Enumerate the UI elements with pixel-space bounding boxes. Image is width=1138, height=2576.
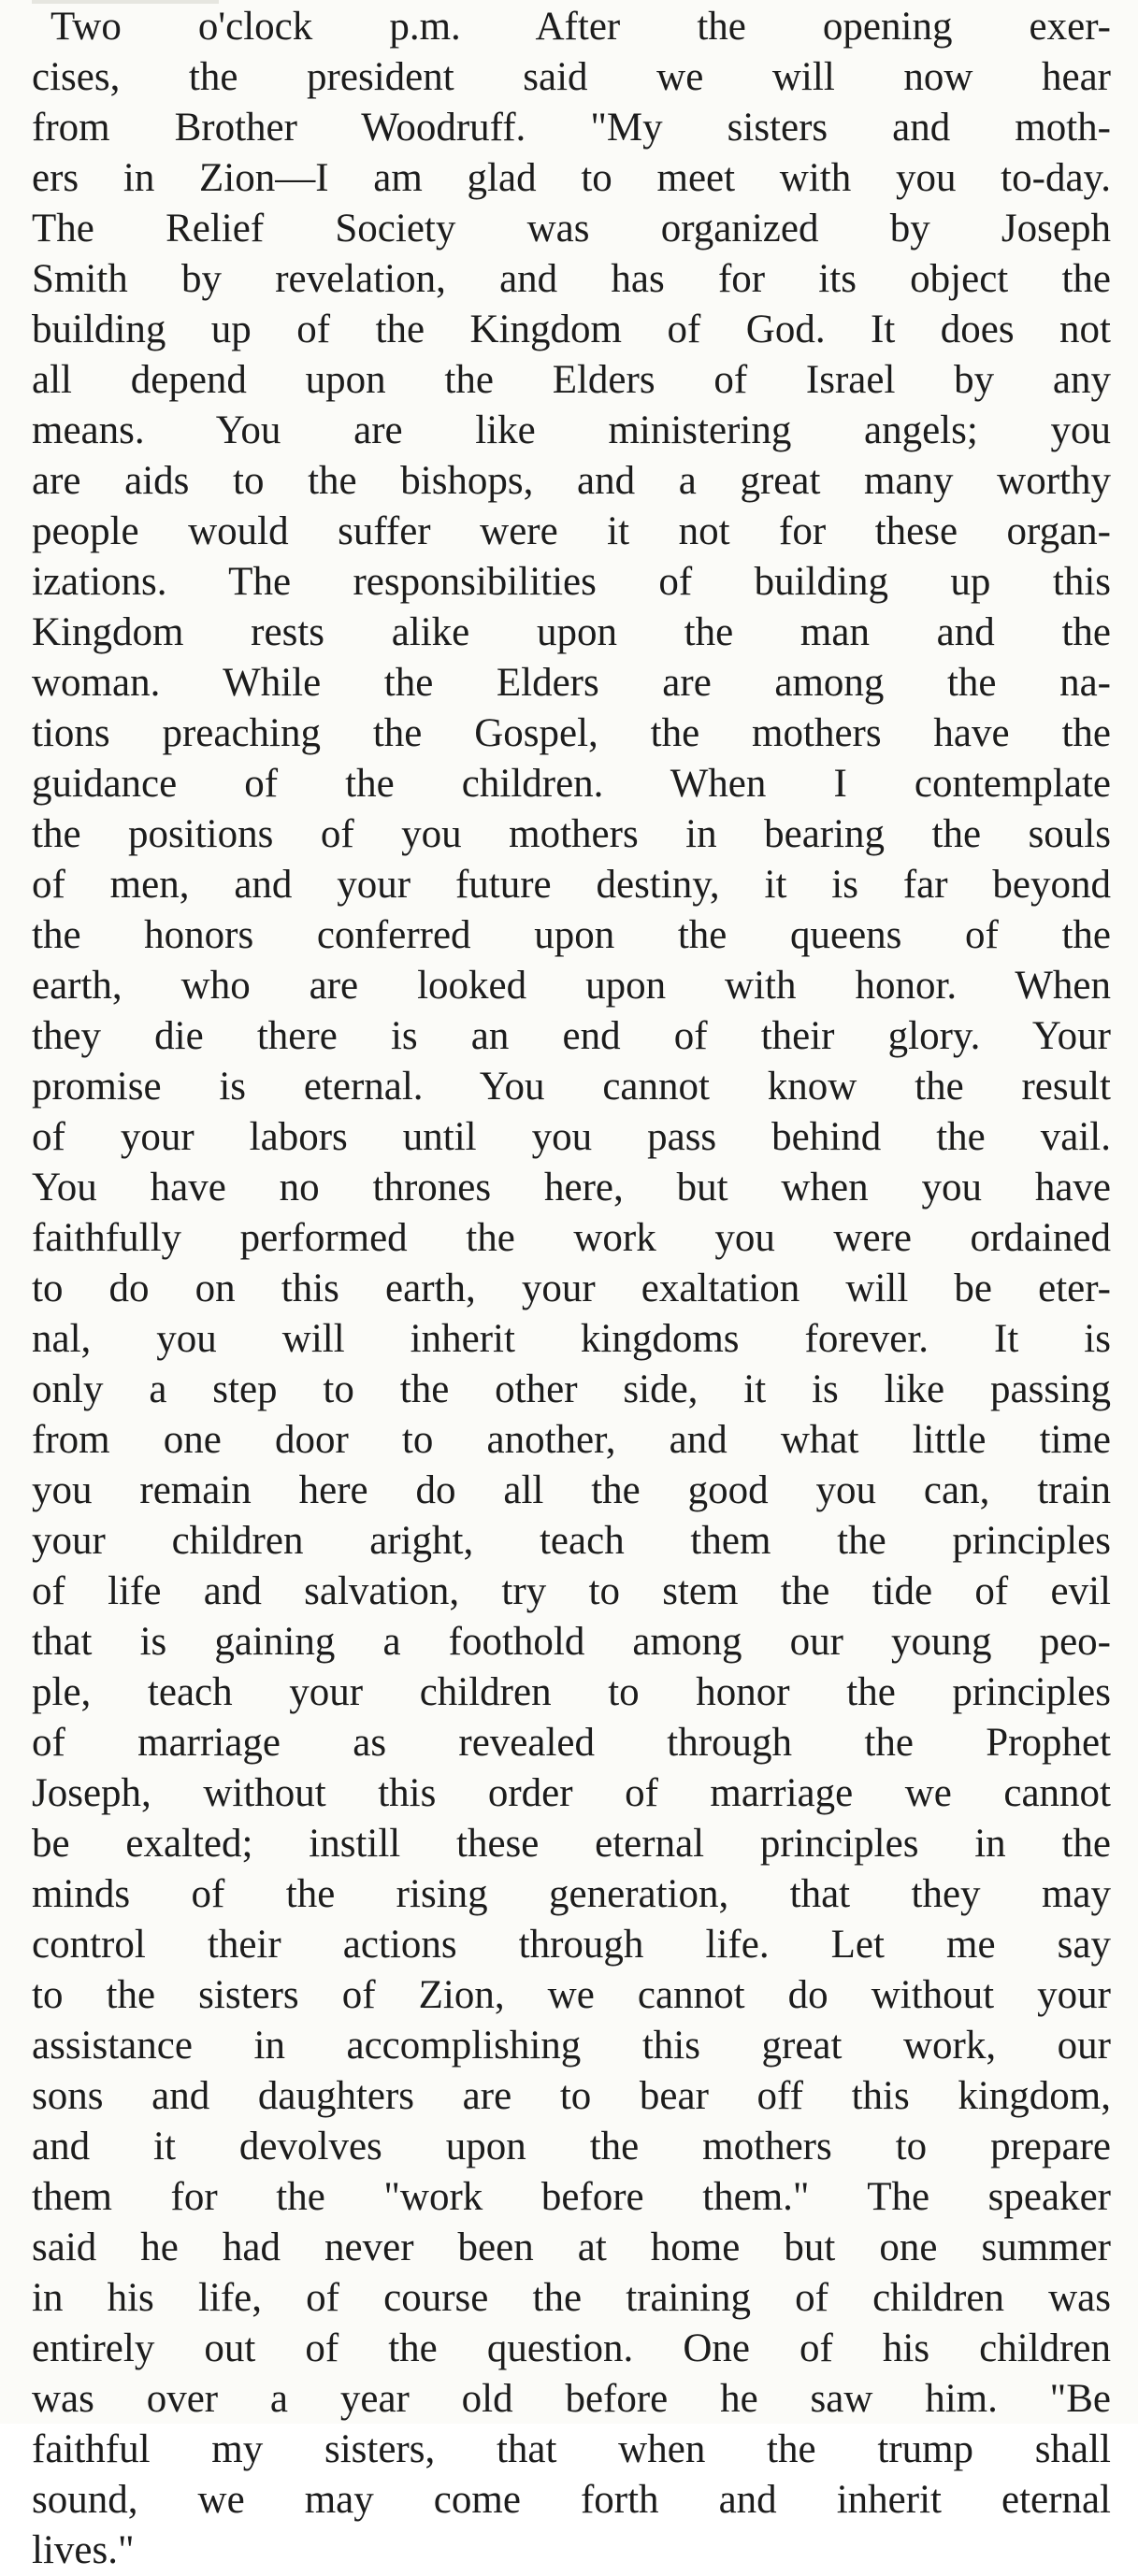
article-line: to do on this earth, your exaltation will be eter- [32, 1267, 1111, 1310]
article-line: earth, who are looked upon with honor. When [32, 964, 1111, 1008]
article-line: of life and salvation, try to stem the tide of evil [32, 1569, 1111, 1613]
article-line: the positions of you mothers in bearing the souls [32, 812, 1111, 856]
article-line: The Relief Society was organized by Joseph [32, 207, 1111, 250]
article-line: Two o'clock p.m. After the opening exer- [50, 5, 1111, 49]
article-line: the honors conferred upon the queens of the [32, 913, 1111, 957]
article-line: promise is eternal. You cannot know the result [32, 1065, 1111, 1109]
article-line: building up of the Kingdom of God. It does not [32, 308, 1111, 351]
article-line: You have no thrones here, but when you have [32, 1166, 1111, 1209]
article-line: of your labors until you pass behind the vail. [32, 1115, 1111, 1159]
article-line: Smith by revelation, and has for its object the [32, 257, 1111, 301]
article-line: from one door to another, and what little time [32, 1418, 1111, 1462]
article-line: lives." [32, 2528, 135, 2572]
article-line: you remain here do all the good you can, train [32, 1468, 1111, 1512]
article-line: woman. While the Elders are among the na- [32, 661, 1111, 705]
article-line: guidance of the children. When I contemplate [32, 762, 1111, 806]
article-line: sons and daughters are to bear off this kingdom, [32, 2074, 1111, 2118]
article-line: entirely out of the question. One of his children [32, 2326, 1111, 2370]
article-line: to the sisters of Zion, we cannot do without your [32, 1973, 1111, 2017]
article-line: are aids to the bishops, and a great many worthy [32, 459, 1111, 503]
article-line: was over a year old before he saw him. "Be [32, 2377, 1111, 2421]
article-line: minds of the rising generation, that they may [32, 1872, 1111, 1916]
article-line: said he had never been at home but one summer [32, 2225, 1111, 2269]
article-line: izations. The responsibilities of building up this [32, 560, 1111, 604]
article-line: be exalted; instill these eternal principles in the [32, 1822, 1111, 1866]
article-line: cises, the president said we will now hear [32, 55, 1111, 99]
article-line: faithfully performed the work you were ordained [32, 1216, 1111, 1260]
article-line: from Brother Woodruff. "My sisters and moth- [32, 106, 1111, 150]
article-line: all depend upon the Elders of Israel by any [32, 358, 1111, 402]
article-line: faithful my sisters, that when the trump shall [32, 2427, 1111, 2471]
article-line: people would suffer were it not for these organ- [32, 509, 1111, 553]
article-line: them for the "work before them." The speaker [32, 2175, 1111, 2219]
article-column [32, 2, 1111, 2576]
article-line: Joseph, without this order of marriage we cannot [32, 1771, 1111, 1815]
article-line: that is gaining a foothold among our young peo- [32, 1620, 1111, 1664]
article-line: your children aright, teach them the principles [32, 1519, 1111, 1563]
article-line: of men, and your future destiny, it is far beyond [32, 863, 1111, 907]
article-line: in his life, of course the training of children was [32, 2276, 1111, 2320]
article-line: means. You are like ministering angels; you [32, 408, 1111, 452]
article-line: only a step to the other side, it is like passing [32, 1367, 1111, 1411]
article-line: Kingdom rests alike upon the man and the [32, 610, 1111, 654]
article-line: sound, we may come forth and inherit eternal [32, 2478, 1111, 2522]
article-line: of marriage as revealed through the Prophet [32, 1721, 1111, 1765]
article-line: they die there is an end of their glory. Your [32, 1014, 1111, 1058]
article-line: ple, teach your children to honor the principles [32, 1670, 1111, 1714]
article-line: ers in Zion—I am glad to meet with you to-day. [32, 156, 1111, 200]
article-line: tions preaching the Gospel, the mothers have the [32, 711, 1111, 755]
article-line: and it devolves upon the mothers to prepare [32, 2125, 1111, 2168]
article-line: control their actions through life. Let me say [32, 1923, 1111, 1967]
article-line: assistance in accomplishing this great work, our [32, 2024, 1111, 2068]
article-line: nal, you will inherit kingdoms forever. It is [32, 1317, 1111, 1361]
